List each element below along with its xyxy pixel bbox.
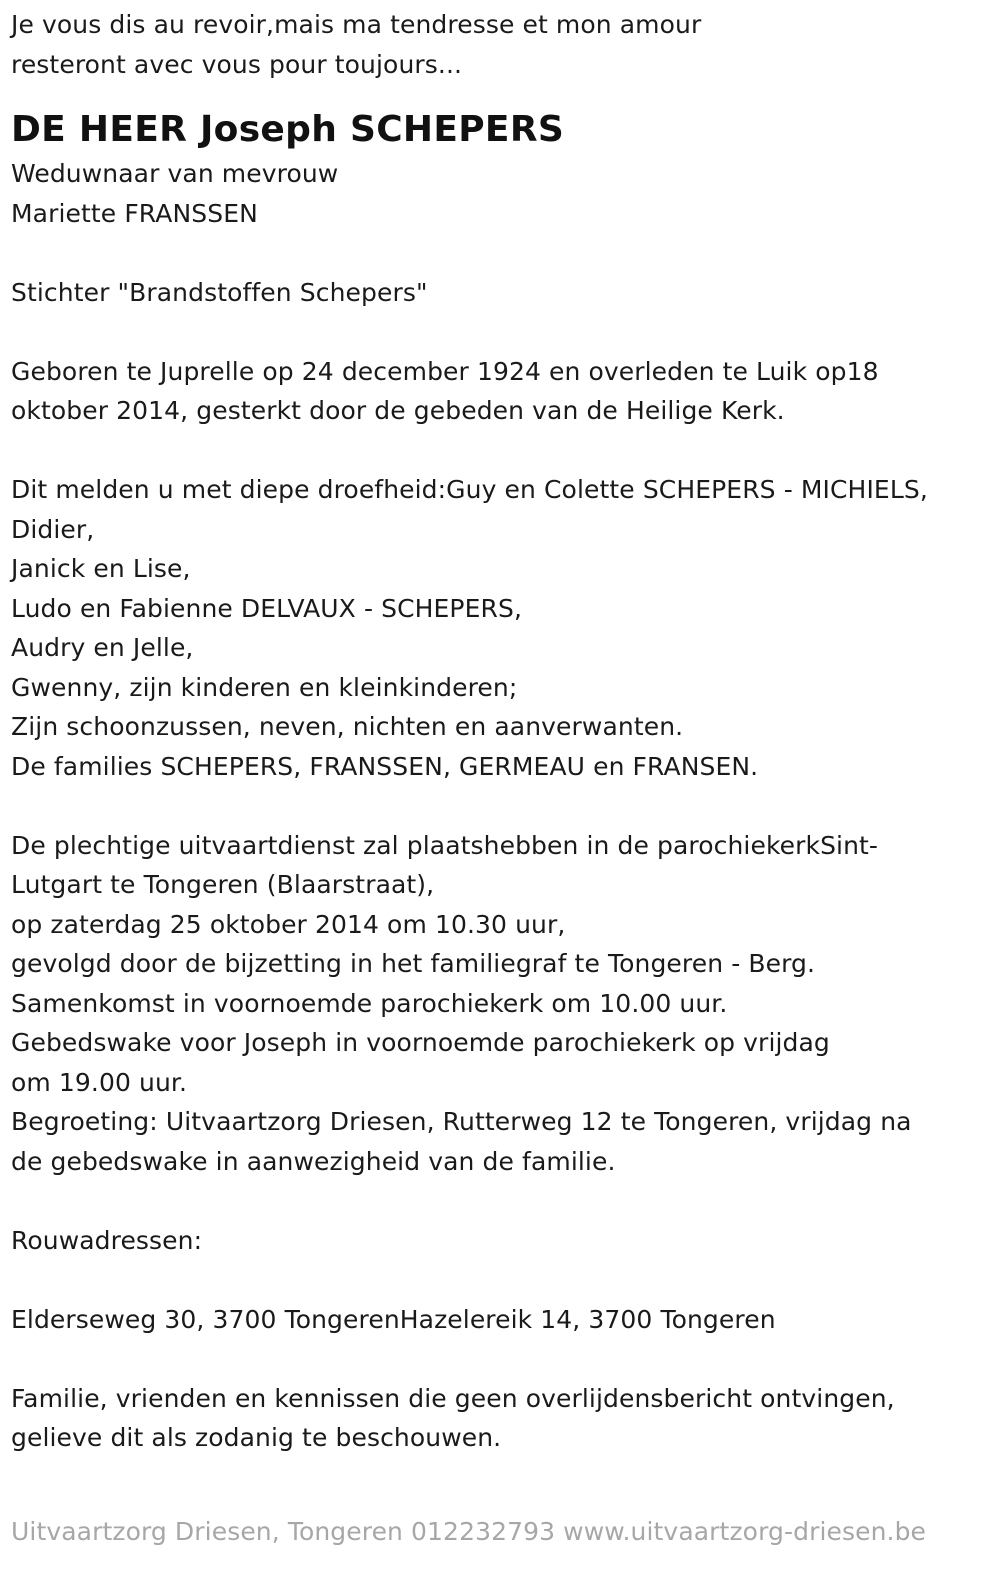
closing-line: gelieve dit als zodanig te beschouwen. [11, 1423, 502, 1452]
family-line: Ludo en Fabienne DELVAUX - SCHEPERS, [11, 593, 522, 623]
spacer [11, 1181, 991, 1221]
birth-death-line: oktober 2014, gesterkt door de gebeden van de Heilige Kerk. [11, 396, 785, 425]
spacer [11, 1260, 991, 1300]
closing-line: Familie, vrienden en kennissen die geen overlijdensbericht ontvingen, [11, 1383, 895, 1413]
intro-line: Je vous dis au revoir,mais ma tendresse et mon amour [11, 10, 702, 39]
deceased-name-title: DE HEER Joseph SCHEPERS [11, 109, 565, 150]
widower-line: Mariette FRANSSEN [11, 198, 258, 228]
ceremony-line: De plechtige uitvaartdienst zal plaatshebben in de parochiekerkSint- [11, 830, 879, 860]
family-line: Audry en Jelle, [11, 633, 194, 662]
family-line: Janick en Lise, [11, 554, 191, 583]
family-line: Dit melden u met diepe droefheid:Guy en Colette SCHEPERS - MICHIELS, [11, 475, 928, 504]
intro-line: resteront avec vous pour toujours... [11, 49, 463, 79]
birth-death-section [11, 352, 991, 431]
spacer [11, 1339, 991, 1379]
ceremony-line: op zaterdag 25 oktober 2014 om 10.30 uur, [11, 909, 566, 939]
spacer [11, 431, 991, 471]
founder-line: Stichter "Brandstoffen Schepers" [11, 277, 428, 307]
intro-quote [11, 5, 991, 84]
family-line: Gwenny, zijn kinderen en kleinkinderen; [11, 672, 518, 702]
ceremony-line: Begroeting: Uitvaartzorg Driesen, Rutterweg 12 te Tongeren, vrijdag na [11, 1107, 912, 1136]
spacer [11, 786, 991, 826]
ceremony-line: Lutgart te Tongeren (Blaarstraat), [11, 870, 435, 899]
family-line: De families SCHEPERS, FRANSSEN, GERMEAU en FRANSEN. [11, 751, 759, 781]
family-line: Zijn schoonzussen, neven, nichten en aanverwanten. [11, 712, 684, 741]
ceremony-line: om 19.00 uur. [11, 1067, 188, 1097]
ceremony-line: Samenkomst in voornoemde parochiekerk om 10.00 uur. [11, 988, 728, 1018]
family-section [11, 470, 991, 786]
closing-section [11, 1379, 991, 1458]
addresses-label: Rouwadressen: [11, 1225, 203, 1255]
ceremony-line: Gebedswake voor Joseph in voornoemde parochiekerk op vrijdag [11, 1028, 830, 1057]
funeral-home-footer: Uitvaartzorg Driesen, Tongeren 012232793 www.uitvaartzorg-driesen.be [11, 1517, 927, 1546]
spacer [11, 312, 991, 352]
ceremony-line: gevolgd door de bijzetting in het familiegraf te Tongeren - Berg. [11, 949, 816, 978]
birth-death-line: Geboren te Juprelle op 24 december 1924 en overleden te Luik op18 [11, 356, 879, 386]
family-line: Didier, [11, 514, 95, 544]
spacer [11, 233, 991, 273]
widower-section [11, 154, 991, 233]
notice-content [11, 0, 991, 1458]
ceremony-section [11, 826, 991, 1182]
ceremony-line: de gebedswake in aanwezigheid van de familie. [11, 1146, 616, 1176]
addresses-line: Elderseweg 30, 3700 TongerenHazelereik 14, 3700 Tongeren [11, 1304, 776, 1334]
widower-line: Weduwnaar van mevrouw [11, 159, 339, 188]
